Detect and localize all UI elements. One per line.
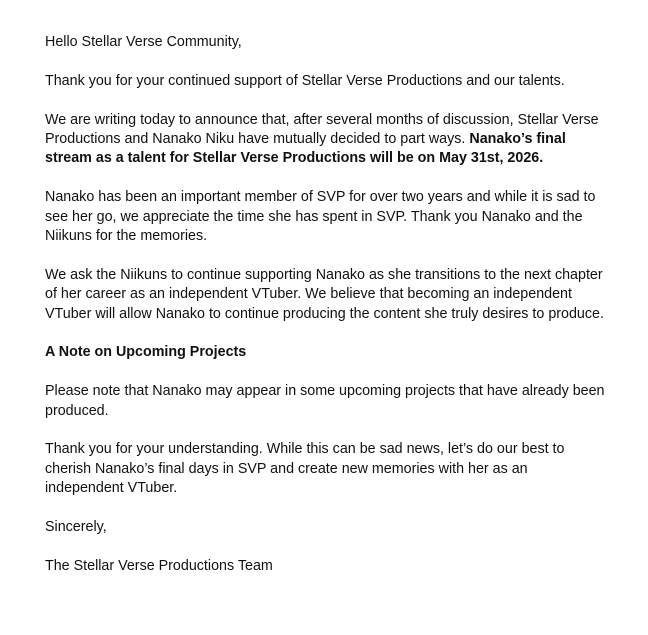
signoff: Sincerely, [45,519,107,536]
greeting: Hello Stellar Verse Community, [45,34,242,50]
final-stream-notice: Nanako’s final stream as a talent for Stellar Verse Productions will be on May 31st, 2026. [45,131,566,167]
projects-paragraph: Please note that Nanako may appear in some upcoming projects that have already been produced. [45,383,605,419]
thanks-paragraph: Thank you for your continued support of Stellar Verse Productions and our talents. [45,72,565,89]
announcement-letter [45,33,605,596]
signature: The Stellar Verse Productions Team [45,557,273,574]
announcement-paragraph [45,111,605,169]
announcement-intro: We are writing today to announce that, after several months of discussion, Stellar Verse Productions and Nanako Niku have mutually decided to part ways. [45,111,599,147]
closing-paragraph: Thank you for your understanding. While this can be sad news, let’s do our best to cherish Nanako’s final days in SVP and create new memories with her as an independent VTuber. [45,441,565,497]
member-paragraph: Nanako has been an important member of SVP for over two years and while it is sad to see her go, we appreciate the time she has spent in SVP. Thank you Nanako and the Niikuns for the memories. [45,189,596,245]
support-paragraph: We ask the Niikuns to continue supporting Nanako as she transitions to the next chapter of her career as an independent VTuber. We believe that becoming an independent VTuber will allow Nanako to continue producing the content she truly desires to produce. [45,266,604,322]
section-heading: A Note on Upcoming Projects [45,344,247,361]
